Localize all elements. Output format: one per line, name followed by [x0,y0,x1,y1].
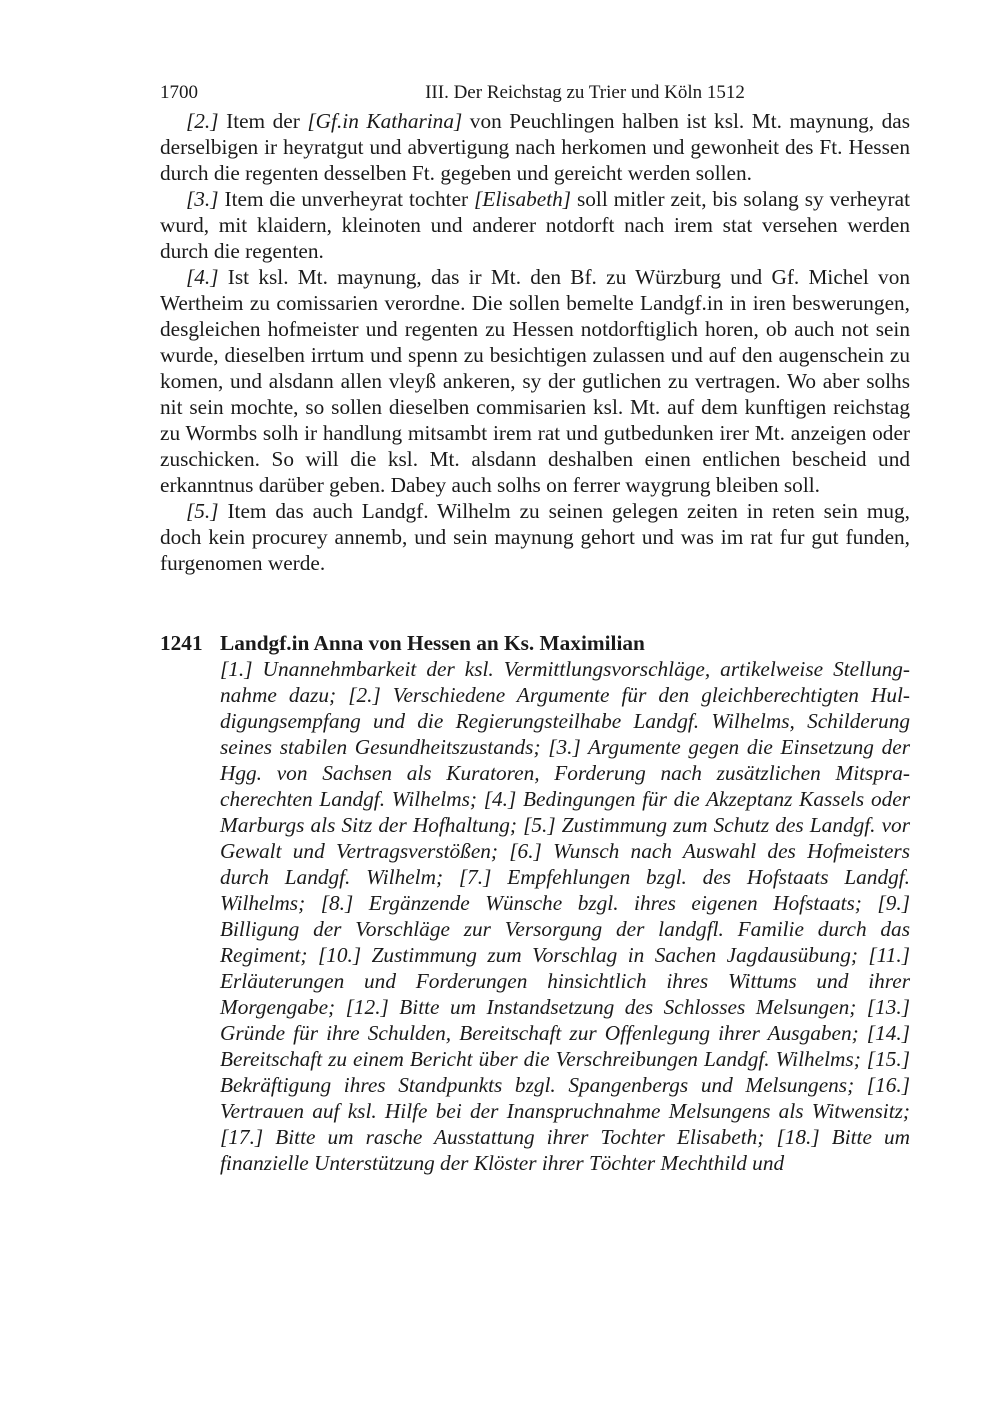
paragraph-text: Item das auch Landgf. Wilhelm zu seinen gelegen zeiten in reten sein mug, doch kein procurey annemb, und sein maynung gehort und was im rat fur gut funden, furgenomen werde. [160,499,910,575]
editorial-insertion: [Gf.in Katharina] [307,109,463,133]
paragraph-number: [5.] [186,499,219,523]
editorial-insertion: [Elisabeth] [474,187,572,211]
paragraph-text: von Peuchlingen halben ist ksl. Mt. maynung, das derselbigen ir heyratgut und abvertigung nach herkomen und gewonheit des Ft. Hessen durch die regenten desselben Ft. gegeben und gereicht werden sollen. [160,109,910,185]
document-heading [160,630,910,656]
paragraph-4 [160,264,910,498]
paragraph-text: Item die unverheyrat tochter [218,187,475,211]
paragraph-number: [4.] [186,265,219,289]
paragraph-5 [160,498,910,576]
running-head [160,78,910,108]
document-number: 1241 [160,631,203,655]
paragraph-number: [2.] [186,109,219,133]
paragraph-number: [3.] [186,187,219,211]
page-number: 1700 [160,82,198,103]
page [160,78,910,1176]
paragraph-2 [160,108,910,186]
paragraph-3 [160,186,910,264]
paragraph-text: Ist ksl. Mt. maynung, das ir Mt. den Bf. zu Würzburg und Gf. Michel von Wertheim zu comissarien verordne. Die sollen bemelte Landgf.in in iren beswerungen, desgleichen hofmeister und regenten zu Hessen notdorftiglich horen, ob auch not sein wurde, dieselben irrtum und spenn zu besichtigen zulassen und auf den augenschein zu komen, und alsdann allen vleyß ankeren, sy der gutlichen zu vertragen. Wo aber solhs nit sein mochte, so sollen dieselben commisarien ksl. Mt. auf dem kunftigen reichstag zu Wormbs solh ir handlung mitsambt irem rat und gutbedunken irer Mt. anzeigen oder zuschicken. So will die ksl. Mt. alsdann deshalben einen entlichen bescheid und erkanntnus darüber geben. Dabey auch solhs on ferrer waygrung bleiben soll. [160,265,910,497]
paragraph-text: Item der [218,109,308,133]
document-title: Landgf.in Anna von Hessen an Ks. Maximilian [220,631,645,655]
running-title: III. Der Reichstag zu Trier und Köln 1512 [425,82,745,103]
document-regest: [1.] Unannehmbarkeit der ksl. Vermittlungsvorschläge, artikelweise Stellungnahme dazu; [2.] Verschiedene Argumente für den gleichberechtigten Huldigungsempfang und die Regierungsteilhabe Landgf. Wilhelms, Schilderung seines stabilen Gesundheitszustands; [3.] Argumente gegen die Einsetzung der Hgg. von Sachsen als Kuratoren, Forderung nach zusätzlichen Mitspracherechten Landgf. Wilhelms; [4.] Bedingungen für die Akzeptanz Kassels oder Marburgs als Sitz der Hofhaltung; [5.] Zustimmung zum Schutz des Landgf. vor Gewalt und Vertragsverstößen; [6.] Wunsch nach Auswahl des Hofmeisters durch Landgf. Wilhelm; [7.] Empfehlungen bzgl. des Hofstaats Landgf. Wilhelms; [8.] Ergänzende Wünsche bzgl. ihres eigenen Hofstaats; [9.] Billigung der Vorschläge zur Versorgung der landgfl. Familie durch das Regiment; [10.] Zustimmung zum Vorschlag in Sachen Jagdausübung; [11.] Erläuterungen und Forderungen hinsichtlich ihres Wittums und ihrer Morgengabe; [12.] Bitte um Instandsetzung des Schlosses Melsungen; [13.] Gründe für ihre Schulden, Bereitschaft zur Offenlegung ihrer Ausgaben; [14.] Bereitschaft zu einem Bericht über die Verschreibungen Landgf. Wilhelms; [15.] Bekräftigung ihres Standpunkts bzgl. Spangenbergs und Melsungens; [16.] Vertrauen auf ksl. Hilfe bei der Inanspruchnahme Melsungens als Witwensitz; [17.] Bitte um rasche Ausstattung ihrer Tochter Elisabeth; [18.] Bitte um finanzielle Unterstützung der Klöster ihrer Töchter Mechthild und [220,657,910,1175]
paragraph-text: soll mitler zeit, bis solang sy verheyrat wurd, mit klaidern, kleinoten und anderer notdorft nach irem stat versehen werden durch die regenten. [160,187,911,263]
document-body [160,108,910,576]
